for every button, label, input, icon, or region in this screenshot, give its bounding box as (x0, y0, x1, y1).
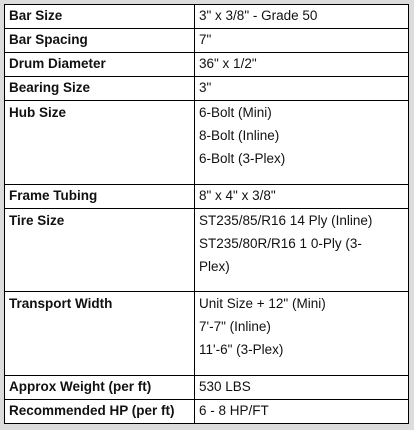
spec-value: 6 - 8 HP/FT (195, 400, 409, 424)
spec-value-line: Plex) (199, 258, 230, 274)
table-row (5, 208, 409, 292)
spec-label: Recommended HP (per ft) (5, 400, 195, 424)
table-row (5, 77, 409, 101)
table-row (5, 29, 409, 53)
table-row (5, 184, 409, 208)
spec-value: 7" (195, 29, 409, 53)
spec-label: Tire Size (5, 208, 195, 292)
spec-value-line: 6-Bolt (3-Plex) (199, 151, 286, 166)
spec-value: 36" x 1/2" (195, 53, 409, 77)
spec-value: 3" (195, 77, 409, 101)
table-row (5, 376, 409, 400)
spec-label: Bar Size (5, 5, 195, 29)
spec-label: Hub Size (5, 101, 195, 185)
spec-value: 3" x 3/8" - Grade 50 (195, 5, 409, 29)
spec-value (195, 208, 409, 292)
spec-value-line: Unit Size + 12" (Mini) (199, 296, 326, 312)
spec-value-line: 6-Bolt (Mini) (199, 105, 272, 120)
spec-label: Bar Spacing (5, 29, 195, 53)
spec-value (195, 292, 409, 376)
spec-value: 530 LBS (195, 376, 409, 400)
spec-value-line: ST235/85/R16 14 Ply (Inline) (199, 212, 373, 228)
spec-label: Frame Tubing (5, 184, 195, 208)
table-row (5, 292, 409, 376)
table-row (5, 5, 409, 29)
spec-value-line: 7'-7" (Inline) (199, 319, 271, 335)
spec-value-line: ST235/80R/R16 1 0-Ply (3- (199, 235, 362, 251)
spec-value (195, 101, 409, 185)
spec-label: Bearing Size (5, 77, 195, 101)
spec-value-line: 11'-6" (3-Plex) (199, 342, 284, 358)
spec-table (4, 4, 409, 424)
table-row (5, 101, 409, 185)
spec-label: Drum Diameter (5, 53, 195, 77)
spec-label: Transport Width (5, 292, 195, 376)
spec-label: Approx Weight (per ft) (5, 376, 195, 400)
table-row (5, 400, 409, 424)
spec-value: 8" x 4" x 3/8" (195, 184, 409, 208)
table-row (5, 53, 409, 77)
spec-value-line: 8-Bolt (Inline) (199, 128, 280, 143)
